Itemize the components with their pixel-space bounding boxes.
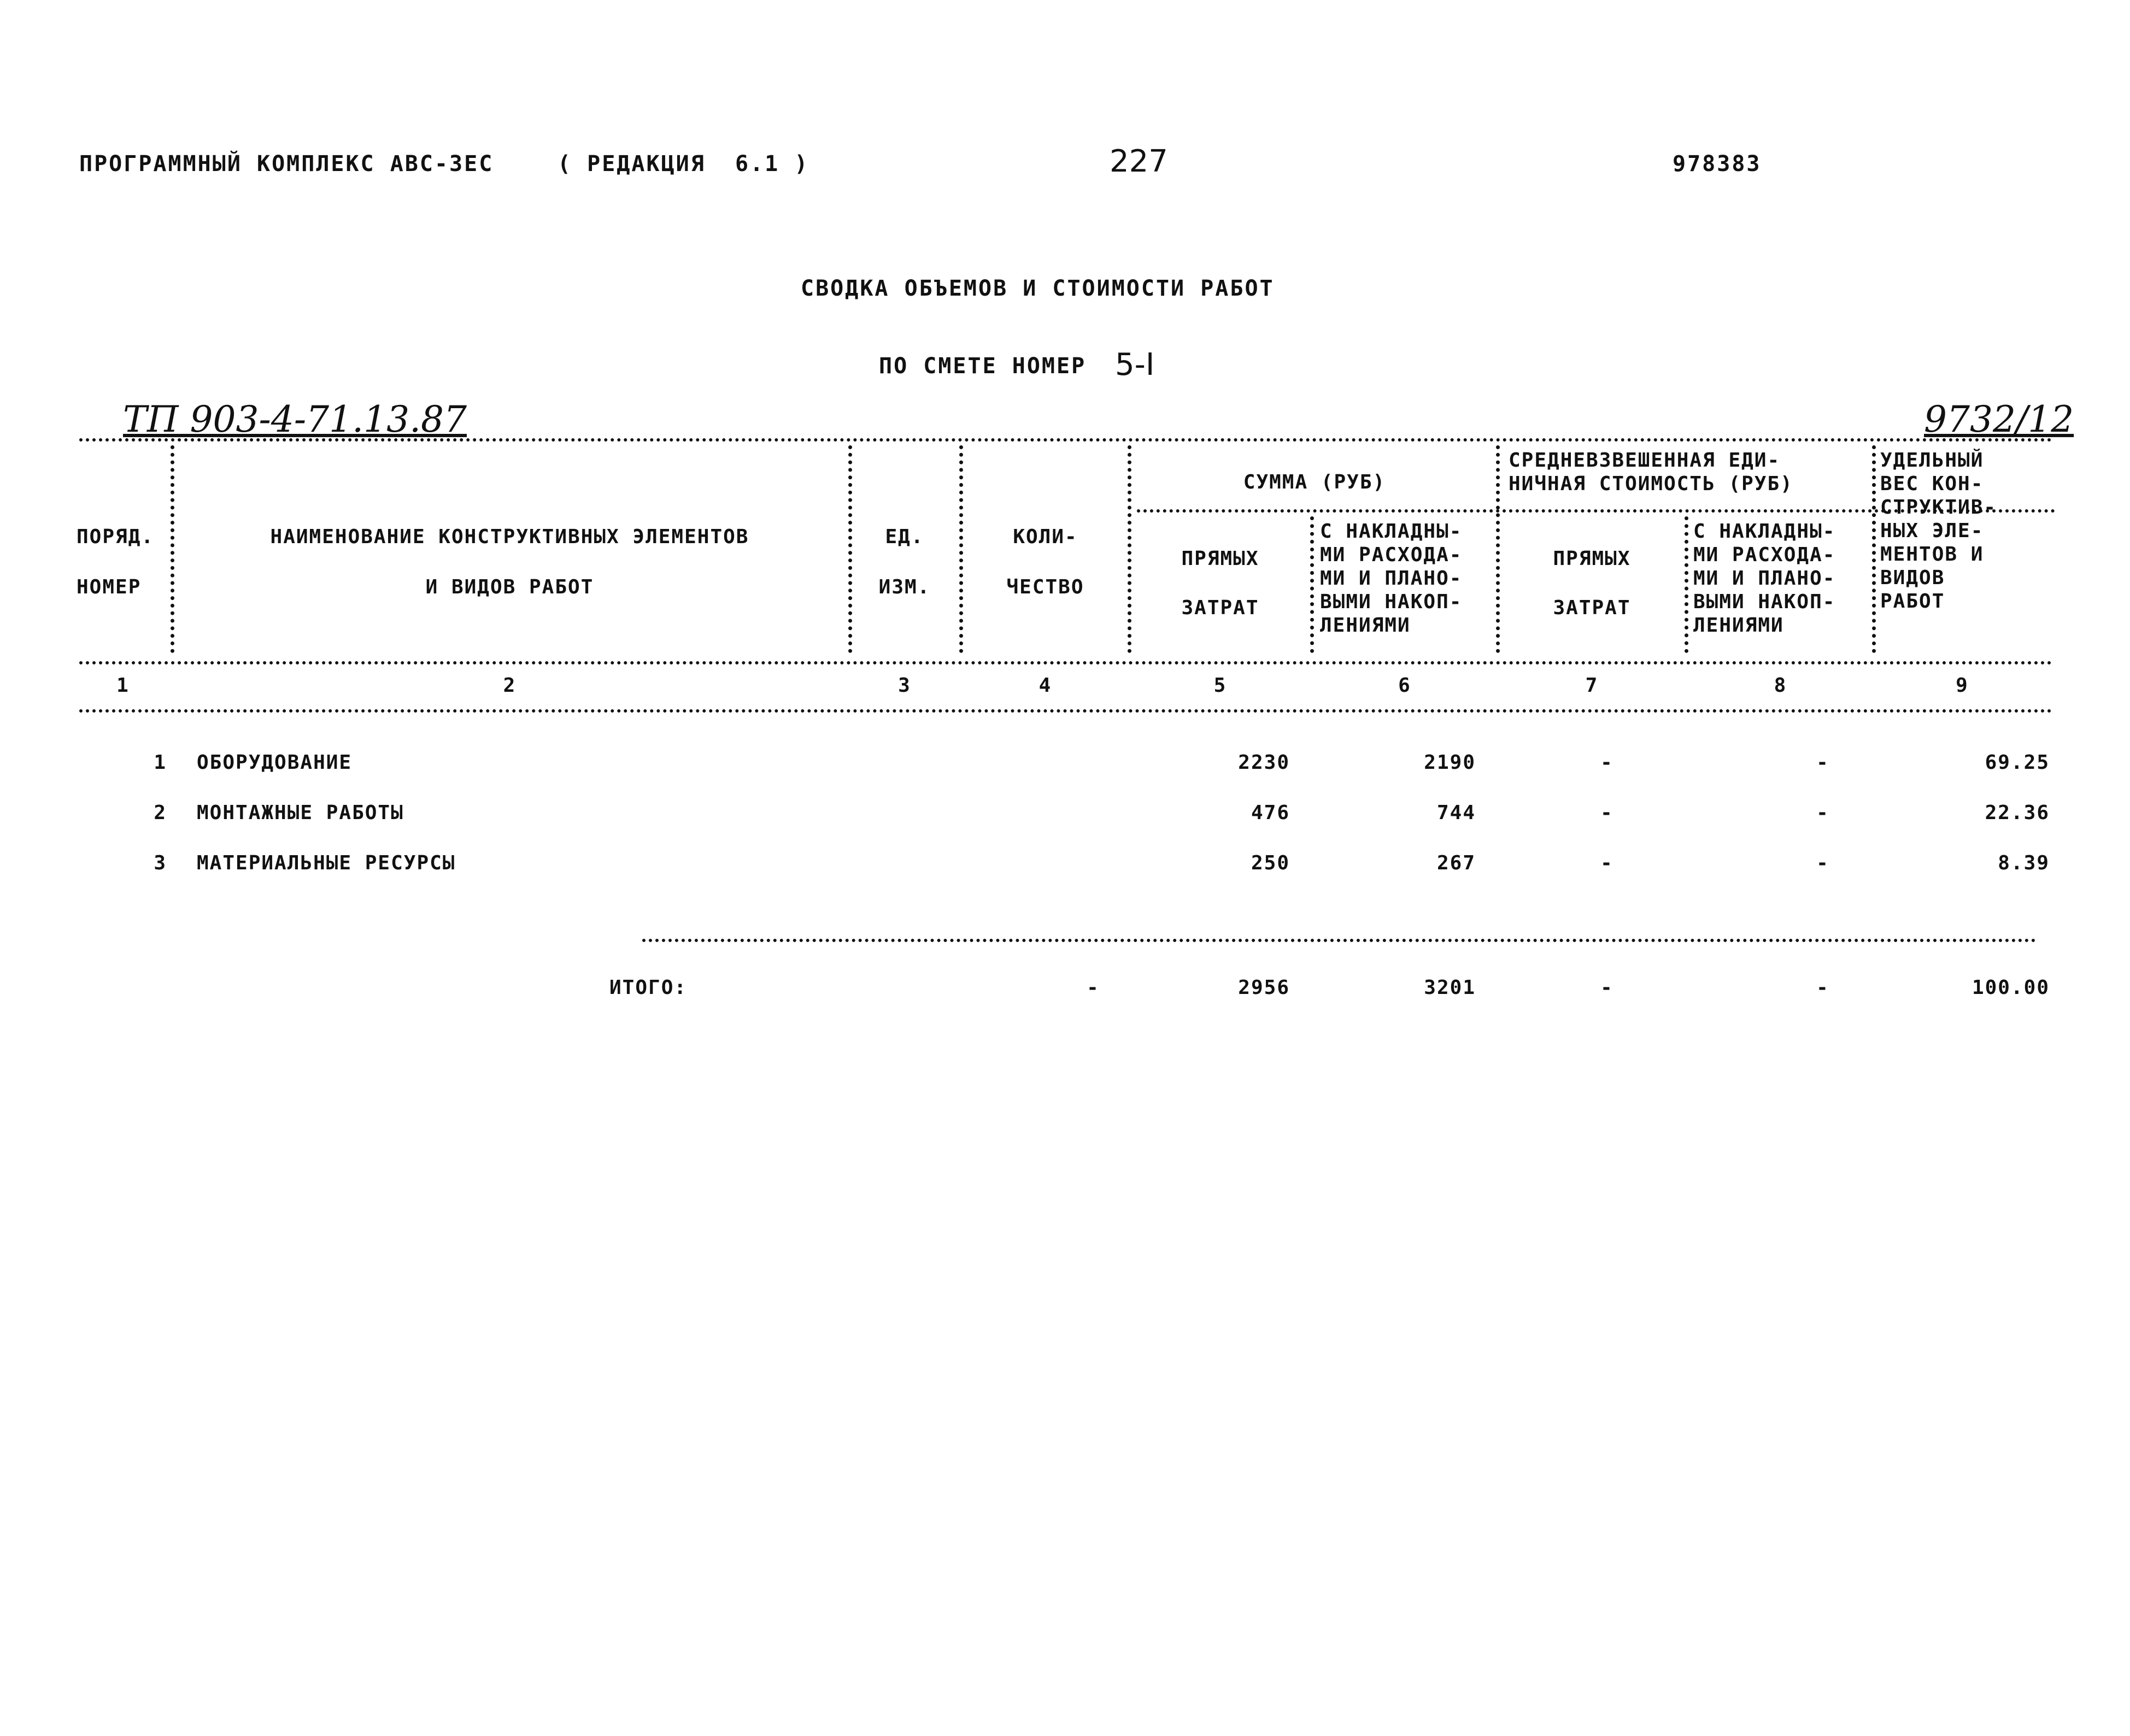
- avg-group-header-line2: НИЧНАЯ СТОИМОСТЬ (РУБ): [1509, 473, 1793, 495]
- col8-header-line3: МИ И ПЛАНО-: [1693, 567, 1836, 590]
- row-overhead-cost: 267: [1436, 852, 1476, 874]
- col-number-2: 2: [503, 674, 517, 697]
- row-direct-cost: 250: [1251, 852, 1290, 874]
- col-number-6: 6: [1398, 674, 1411, 697]
- row-number: 1: [154, 751, 167, 774]
- row-avg-overhead: -: [1816, 852, 1829, 874]
- col5-header-line1: ПРЯМЫХ: [1181, 548, 1259, 570]
- col-number-3: 3: [898, 674, 911, 697]
- row-direct-cost: 2230: [1238, 751, 1290, 774]
- total-direct-cost: 2956: [1238, 976, 1290, 999]
- col8-header-line4: ВЫМИ НАКОП-: [1693, 591, 1836, 613]
- col-number-9: 9: [1956, 674, 1969, 697]
- header-bottom-rule: [79, 661, 2052, 664]
- total-label: ИТОГО:: [609, 976, 688, 999]
- row-number: 3: [154, 852, 167, 874]
- report-title: СВОДКА ОБЪЕМОВ И СТОИМОСТИ РАБОТ: [801, 276, 1275, 301]
- col-sep-1: [171, 445, 174, 653]
- col9-header-line1: УДЕЛЬНЫЙ: [1880, 449, 1984, 472]
- total-share: 100.00: [1971, 976, 2050, 999]
- col3-header-line2: ИЗМ.: [878, 576, 931, 598]
- col-sep-5: [1310, 516, 1314, 653]
- total-overhead-cost: 3201: [1424, 976, 1476, 999]
- col6-header-line5: ЛЕНИЯМИ: [1320, 614, 1411, 637]
- col-number-5: 5: [1213, 674, 1227, 697]
- row-name: МОНТАЖНЫЕ РАБОТЫ: [197, 802, 404, 824]
- col9-header-line7: РАБОТ: [1880, 590, 1945, 613]
- row-number: 2: [154, 802, 167, 824]
- col7-header-line1: ПРЯМЫХ: [1553, 548, 1631, 570]
- row-overhead-cost: 2190: [1424, 751, 1476, 774]
- total-rule: [642, 939, 2036, 942]
- row-share: 69.25: [1985, 751, 2050, 774]
- col-number-4: 4: [1038, 674, 1052, 697]
- sum-group-header: СУММА (РУБ): [1243, 471, 1386, 493]
- estimate-label: ПО СМЕТЕ НОМЕР: [879, 354, 1087, 379]
- col3-header-line1: ЕД.: [885, 526, 924, 548]
- col4-header-line1: КОЛИ-: [1013, 526, 1078, 548]
- col9-header-line4: НЫХ ЭЛЕ-: [1880, 520, 1984, 542]
- col2-header-line2: И ВИДОВ РАБОТ: [425, 576, 594, 598]
- table-top-rule: [79, 438, 2052, 442]
- col9-header-line2: ВЕС КОН-: [1880, 473, 1984, 495]
- col-sep-3: [959, 445, 963, 653]
- handwritten-sheet-number: 9732/12: [1924, 398, 2074, 440]
- row-avg-direct: -: [1600, 852, 1613, 874]
- row-direct-cost: 476: [1251, 802, 1290, 824]
- row-avg-overhead: -: [1816, 802, 1829, 824]
- total-avg-overhead: -: [1816, 976, 1829, 999]
- col6-header-line4: ВЫМИ НАКОП-: [1320, 591, 1463, 613]
- column-numbers-rule: [79, 709, 2052, 713]
- col9-header-line3: СТРУКТИВ-: [1880, 496, 1997, 519]
- total-avg-direct: -: [1600, 976, 1613, 999]
- col5-header-line2: ЗАТРАТ: [1181, 597, 1259, 619]
- col7-header-line2: ЗАТРАТ: [1553, 597, 1631, 619]
- col2-header-line1: НАИМЕНОВАНИЕ КОНСТРУКТИВНЫХ ЭЛЕМЕНТОВ: [270, 526, 749, 548]
- col-sep-6: [1496, 445, 1500, 653]
- total-quantity: -: [1087, 976, 1100, 999]
- row-avg-direct: -: [1600, 802, 1613, 824]
- col8-header-line1: С НАКЛАДНЫ-: [1693, 520, 1836, 543]
- document-code: 978383: [1673, 151, 1762, 176]
- col-sep-4: [1128, 445, 1131, 653]
- col4-header-line2: ЧЕСТВО: [1006, 576, 1084, 598]
- row-overhead-cost: 744: [1436, 802, 1476, 824]
- row-share: 22.36: [1985, 802, 2050, 824]
- col8-header-line5: ЛЕНИЯМИ: [1693, 614, 1784, 637]
- handwritten-project-code: ТП 903-4-71.13.87: [123, 398, 467, 440]
- col-sep-2: [848, 445, 852, 653]
- edition-label: ( РЕДАКЦИЯ 6.1 ): [558, 151, 809, 176]
- col6-header-line2: МИ РАСХОДА-: [1320, 544, 1463, 566]
- row-share: 8.39: [1998, 852, 2050, 874]
- col8-header-line2: МИ РАСХОДА-: [1693, 544, 1836, 566]
- row-avg-direct: -: [1600, 751, 1613, 774]
- col6-header-line3: МИ И ПЛАНО-: [1320, 567, 1463, 590]
- program-name: ПРОГРАММНЫЙ КОМПЛЕКС АВС-ЗЕС: [79, 151, 494, 176]
- col1-header-line2: НОМЕР: [77, 576, 142, 598]
- col-number-1: 1: [116, 674, 130, 697]
- col-sep-8: [1872, 445, 1876, 653]
- row-name: ОБОРУДОВАНИЕ: [197, 751, 353, 774]
- col-sep-7: [1685, 516, 1688, 653]
- estimate-number: 5-I: [1115, 347, 1155, 382]
- col-number-7: 7: [1585, 674, 1599, 697]
- row-avg-overhead: -: [1816, 751, 1829, 774]
- avg-group-header-line1: СРЕДНЕВЗВЕШЕННАЯ ЕДИ-: [1509, 449, 1781, 472]
- col-number-8: 8: [1774, 674, 1787, 697]
- col9-header-line6: ВИДОВ: [1880, 567, 1945, 589]
- row-name: МАТЕРИАЛЬНЫЕ РЕСУРСЫ: [197, 852, 456, 874]
- col9-header-line5: МЕНТОВ И: [1880, 543, 1984, 566]
- page-number: 227: [1110, 144, 1168, 179]
- col6-header-line1: С НАКЛАДНЫ-: [1320, 520, 1463, 543]
- col1-header-line1: ПОРЯД.: [77, 526, 155, 548]
